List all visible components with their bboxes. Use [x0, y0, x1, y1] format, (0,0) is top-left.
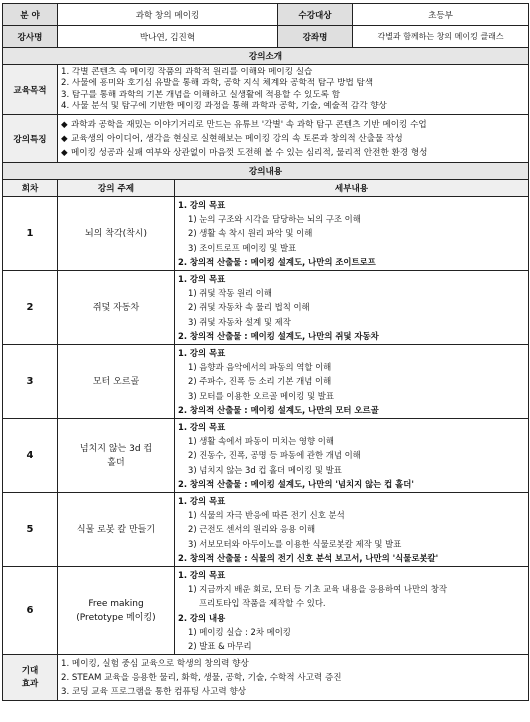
diamond-bullet-icon: ◆	[61, 133, 68, 144]
session-number: 2	[3, 271, 58, 345]
target-label: 수강대상	[278, 4, 353, 26]
goal-item: 1. 각별 콘텐츠 속 메이킹 작품의 과학적 원리를 이해와 메이킹 실습	[61, 66, 313, 77]
session-row	[3, 271, 529, 345]
goals-label: 교육목적	[3, 65, 58, 115]
session-title: 식물 로봇 칼 만들기	[58, 493, 175, 567]
effects-row	[3, 655, 529, 701]
goal-item: 3. 탐구를 통해 과학의 기본 개념을 이해하고 실생활에 적용할 수 있도록 함	[61, 89, 340, 100]
session-detail: 1. 강의 목표 1) 식물의 자극 반응에 따른 전기 신호 분석 2) 근전도 센서의 원리와 응용 이해 3) 서보모터와 아두이노를 이용한 식물로봇칼 제작 및 발표 2. 창의적 산출물 : 식물의 전기 신호 분석 보고서, 나만의 '식물로봇칼'	[175, 493, 529, 567]
syllabus-table	[2, 3, 529, 701]
course-label: 강좌명	[278, 26, 353, 48]
col-detail-header: 세부내용	[175, 180, 529, 197]
session-row	[3, 345, 529, 419]
features-label: 강의특징	[3, 115, 58, 163]
feature-item: ◆ 교육생의 아이디어, 생각을 현실로 실현해보는 메이킹 강의 속 토론과 창의적 산출물 작성	[61, 133, 403, 144]
session-title: 모터 오르골	[58, 345, 175, 419]
session-detail: 1. 강의 목표 1) 지금까지 배운 회로, 모터 등 기초 교육 내용을 응용하여 나만의 창작 프리토타입 작품을 제작할 수 있다. 2. 강의 내용 1) 메이킹 실습 : 2차 메이킹 2) 발표 & 마무리	[175, 567, 529, 655]
session-detail: 1. 강의 목표 1) 쥐덫 작동 원리 이해 2) 쥐덫 자동차 속 물리 법칙 이해 3) 쥐덫 자동차 설계 및 제작 2. 창의적 산출물 : 메이킹 설계도, 나만의 쥐덫 자동차	[175, 271, 529, 345]
target-value: 초등부	[353, 4, 529, 26]
session-number: 3	[3, 345, 58, 419]
intro-section-title: 강의소개	[3, 48, 529, 65]
course-syllabus	[2, 3, 528, 701]
session-number: 4	[3, 419, 58, 493]
session-number: 6	[3, 567, 58, 655]
session-row	[3, 493, 529, 567]
session-row	[3, 197, 529, 271]
session-title: 뇌의 착각(착시)	[58, 197, 175, 271]
feature-item: ◆ 메이킹 성공과 실패 여부와 상관없이 마음껏 도전해 볼 수 있는 심리적, 물리적 안전한 환경 형성	[61, 147, 428, 158]
diamond-bullet-icon: ◆	[61, 147, 68, 158]
instructor-label: 강사명	[3, 26, 58, 48]
field-value: 과학 창의 메이킹	[58, 4, 278, 26]
session-row	[3, 419, 529, 493]
instructor-value: 박나연, 김진혁	[58, 26, 278, 48]
goals-list	[58, 65, 529, 115]
session-number: 5	[3, 493, 58, 567]
features-list	[58, 115, 529, 163]
session-detail: 1. 강의 목표 1) 음향과 음악에서의 파동의 역할 이해 2) 주파수, 진폭 등 소리 기본 개념 이해 3) 모터를 이용한 오르골 메이킹 및 발표 2. 창의적 산출물 : 메이킹 설계도, 나만의 모터 오르골	[175, 345, 529, 419]
session-title: Free making (Pretotype 메이킹)	[58, 567, 175, 655]
goal-item: 2. 사물에 흥미와 호기심 유발을 통해 과학, 공학 지식 체계와 공학적 탐구 방법 탐색	[61, 78, 374, 88]
course-value: 각별과 함께하는 창의 메이킹 클래스	[353, 26, 529, 48]
effect-item: 2. STEAM 교육을 응용한 물리, 화학, 생물, 공학, 기술, 수학적 사고력 증진	[61, 672, 342, 683]
session-detail: 1. 강의 목표 1) 생활 속에서 파동이 미치는 영향 이해 2) 진동수, 진폭, 공명 등 파동에 관한 개념 이해 3) 넘치지 않는 3d 컵 홀더 메이킹 및 발표 2. 창의적 산출물 : 메이킹 설계도, 나만의 '넘치지 않는 컵 홀더'	[175, 419, 529, 493]
effects-label: 기대 효과	[3, 655, 58, 701]
effects-list	[58, 655, 529, 701]
content-section-title: 강의내용	[3, 163, 529, 180]
diamond-bullet-icon: ◆	[61, 119, 68, 130]
effect-item: 1. 메이킹, 실험 중심 교육으로 학생의 창의력 향상	[61, 658, 249, 669]
col-session-header: 회차	[3, 180, 58, 197]
session-title: 쥐덫 자동차	[58, 271, 175, 345]
session-detail: 1. 강의 목표 1) 눈의 구조와 시각을 담당하는 뇌의 구조 이해 2) 생활 속 착시 원리 파악 및 이해 3) 조이트로프 메이킹 및 발표 2. 창의적 산출물 : 메이킹 설계도, 나만의 조이트로프	[175, 197, 529, 271]
col-topic-header: 강의 주제	[58, 180, 175, 197]
feature-item: ◆ 과학과 공학을 재밌는 이야기거리로 만드는 유튜브 '각별' 속 과학 탐구 콘텐츠 기반 메이킹 수업	[61, 119, 427, 130]
field-label: 분 야	[3, 4, 58, 26]
effect-item: 3. 코딩 교육 프로그램을 통한 컴퓨팅 사고력 향상	[61, 686, 247, 697]
session-number: 1	[3, 197, 58, 271]
session-row	[3, 567, 529, 655]
session-title: 넘치지 않는 3d 컵 홀더	[58, 419, 175, 493]
goal-item: 4. 사물 분석 및 탐구에 기반한 메이킹 과정을 통해 과학과 공학, 기술, 예술적 감각 향상	[61, 101, 387, 111]
